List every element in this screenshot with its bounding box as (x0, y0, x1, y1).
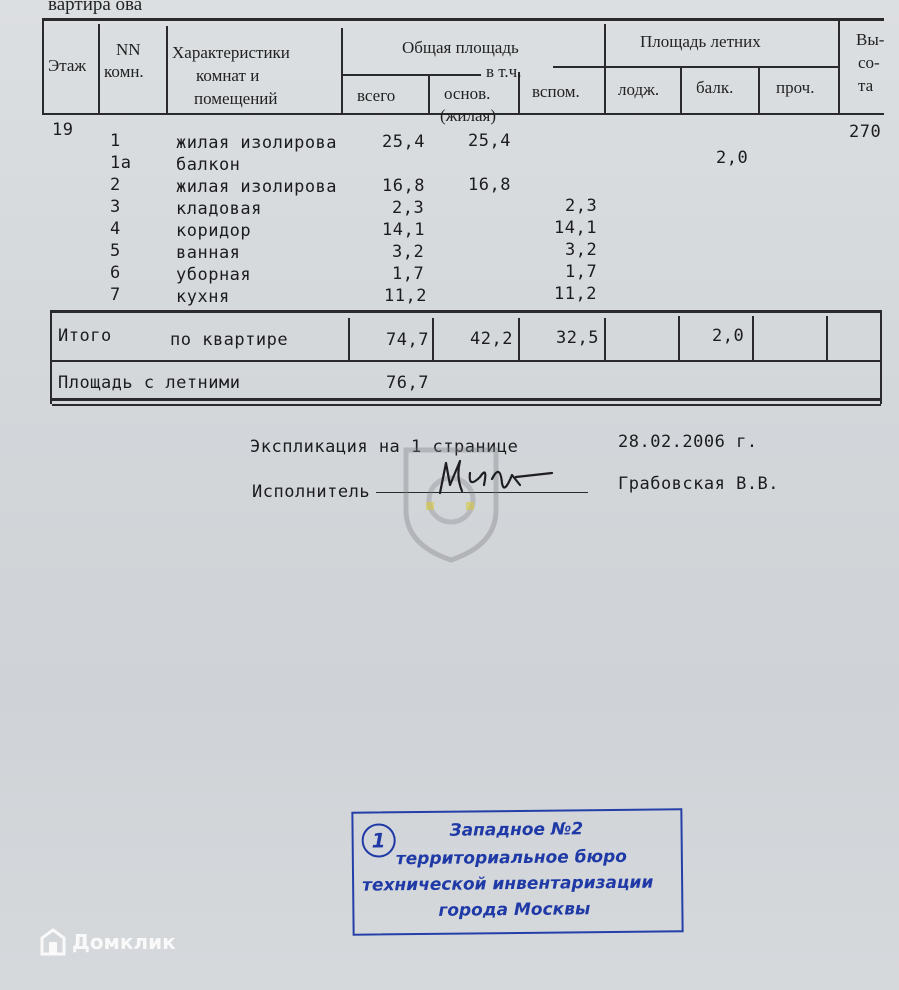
room-number: 4 (110, 219, 121, 239)
room-name: коридор (176, 221, 252, 241)
header-floor: Этаж (48, 56, 87, 75)
stamp-line-2: территориальное бюро (395, 846, 627, 870)
stamp-number: 1 (361, 823, 395, 857)
room-aux-area: 2,3 (565, 196, 598, 216)
header-incl: в т.ч. (486, 62, 522, 81)
bti-stamp (351, 808, 683, 935)
header-main: основ. (444, 84, 491, 103)
stamp-line-3: технической инвентаризации (362, 872, 654, 896)
room-total-area: 16,8 (382, 176, 425, 196)
with-summer-value: 76,7 (386, 373, 429, 393)
room-number: 5 (110, 241, 121, 261)
header-all: всего (357, 86, 396, 105)
header-total-area: Общая площадь (402, 38, 519, 57)
room-number: 1а (110, 153, 132, 173)
signature-icon (432, 455, 562, 500)
floor-value: 19 (52, 120, 74, 140)
room-aux-area: 1,7 (565, 262, 598, 282)
room-total-area: 11,2 (384, 286, 427, 306)
room-name: балкон (176, 155, 241, 175)
room-name: ванная (176, 243, 241, 263)
header-height-3: та (858, 76, 874, 95)
executor-label: Исполнитель (252, 482, 371, 502)
header-summer: Площадь летних (640, 32, 761, 51)
domclick-watermark (40, 928, 176, 956)
room-balcony-area: 2,0 (716, 148, 749, 168)
totals-balcony-area: 2,0 (712, 326, 745, 346)
room-total-area: 2,3 (392, 198, 425, 218)
header-characteristics: Характеристики (172, 43, 290, 62)
height-value: 270 (849, 122, 882, 142)
room-number: 7 (110, 285, 121, 305)
totals-main-area: 42,2 (470, 329, 513, 349)
totals-label-2: по квартире (170, 330, 289, 350)
totals-total-area: 74,7 (386, 330, 429, 350)
room-aux-area: 3,2 (565, 240, 598, 260)
room-name: уборная (176, 265, 252, 285)
top-cut-text: вартира ова (48, 0, 143, 15)
room-aux-area: 11,2 (554, 284, 597, 304)
document-date: 28.02.2006 г. (618, 432, 758, 452)
executor-name: Грабовская В.В. (618, 474, 780, 494)
header-room-no: NN (116, 40, 141, 59)
room-total-area: 3,2 (392, 242, 425, 262)
header-balcony: балк. (696, 78, 734, 97)
with-summer-label: Площадь с летними (58, 373, 241, 393)
header-characteristics-2: комнат и (196, 66, 260, 85)
totals-label: Итого (58, 326, 112, 346)
room-number: 1 (110, 131, 121, 151)
room-main-area: 25,4 (468, 131, 511, 151)
room-aux-area: 14,1 (554, 218, 597, 238)
room-number: 3 (110, 197, 121, 217)
room-total-area: 14,1 (382, 220, 425, 240)
room-main-area: 16,8 (468, 175, 511, 195)
room-number: 6 (110, 263, 121, 283)
stamp-line-4: города Москвы (438, 899, 591, 921)
room-number: 2 (110, 175, 121, 195)
room-name: кухня (176, 287, 230, 307)
room-name: жилая изолирова (176, 133, 338, 153)
header-height: Вы- (856, 30, 885, 49)
header-loggia: лодж. (618, 80, 660, 99)
watermark-text: Домклик (72, 930, 176, 954)
domclick-logo-icon (40, 928, 66, 956)
header-characteristics-3: помещений (194, 89, 278, 108)
header-main-2: (жилая) (440, 106, 497, 125)
stamp-line-1: Западное №2 (449, 819, 584, 841)
header-other: проч. (776, 78, 815, 97)
room-total-area: 25,4 (382, 132, 425, 152)
totals-aux-area: 32,5 (556, 328, 599, 348)
room-name: кладовая (176, 199, 262, 219)
header-aux: вспом. (532, 82, 580, 101)
room-total-area: 1,7 (392, 264, 425, 284)
header-room-no-2: комн. (104, 62, 144, 81)
header-height-2: со- (858, 53, 880, 72)
room-name: жилая изолирова (176, 177, 338, 197)
explication-text: Экспликация на 1 странице (250, 437, 519, 457)
